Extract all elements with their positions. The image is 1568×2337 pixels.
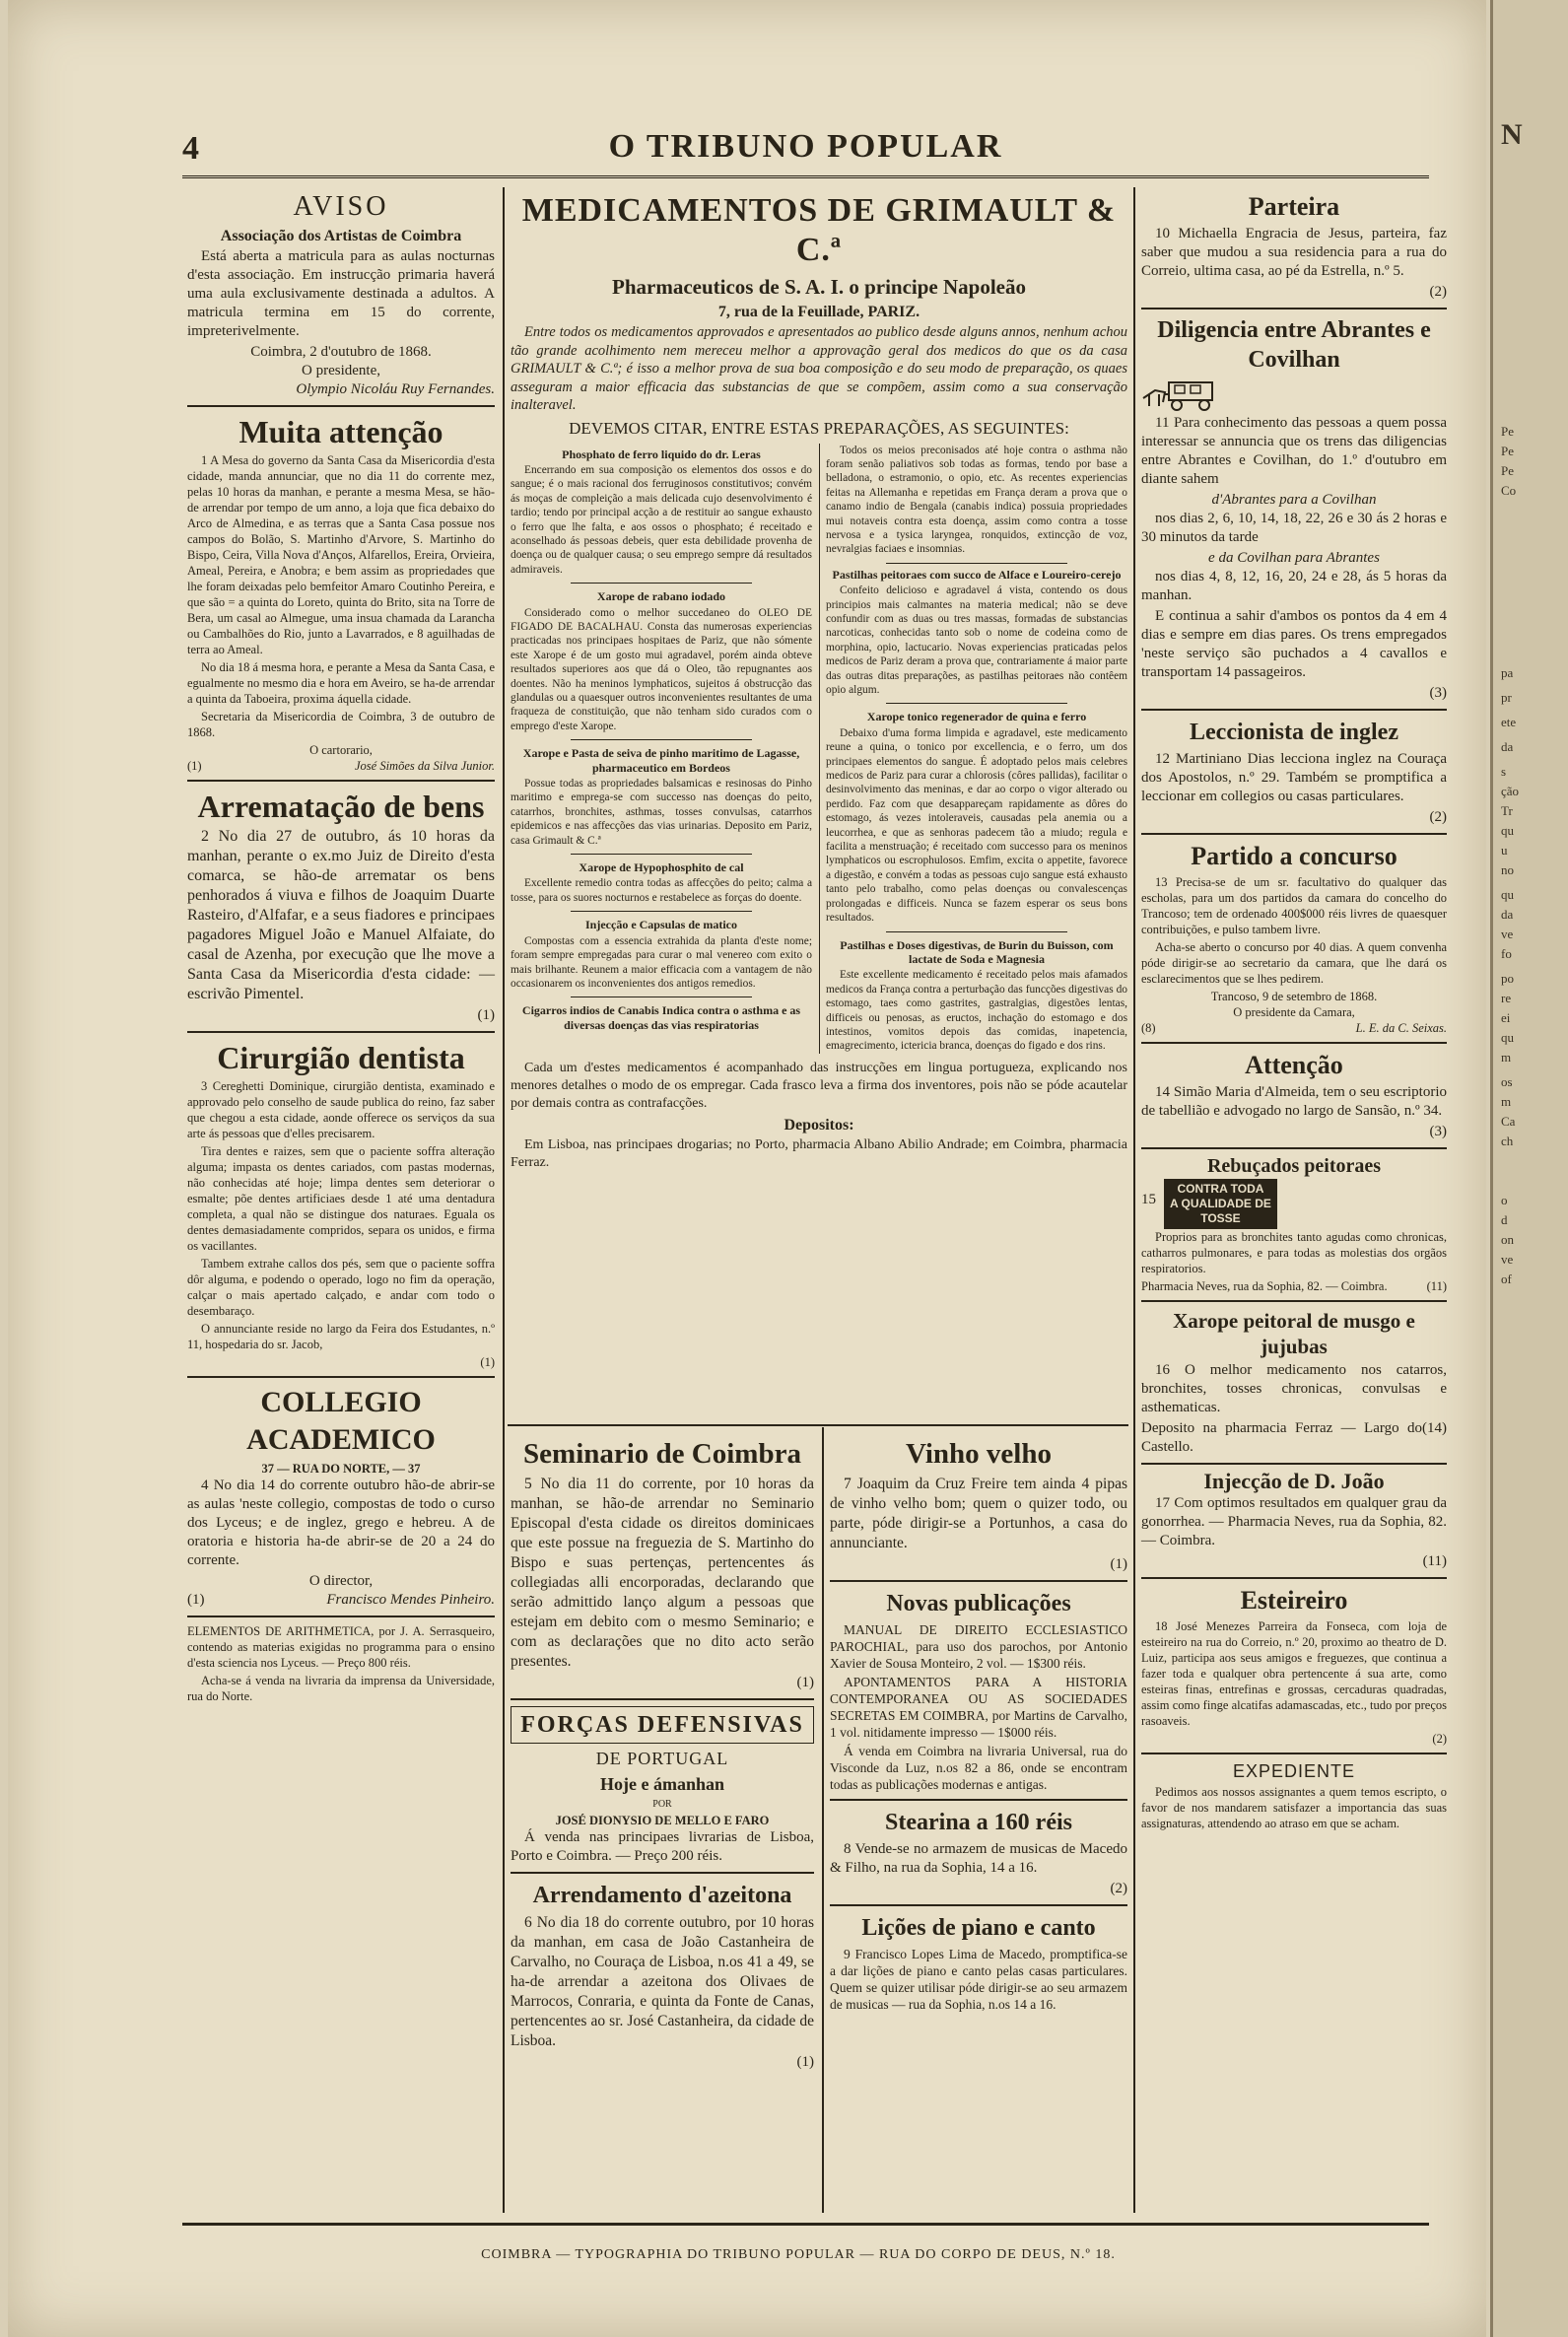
- next-page-fragment: d: [1501, 1212, 1508, 1227]
- collegio-body: 4 No dia 14 do corrente outubro hão-de abrir-se as aulas 'neste collegio, compostas de todo o curso dos Lyceus; e de inglez, grego e hebreu. A de oratoria e historia ha-de abrir-se de 20 a 24 do corrente.: [187, 1478, 495, 1568]
- next-page-fragment: ção: [1501, 784, 1520, 798]
- partido-title: Partido a concurso: [1191, 842, 1398, 870]
- divider: [830, 1799, 1127, 1801]
- next-page-fragment: Pe: [1501, 463, 1514, 478]
- column-rule: [503, 1819, 505, 2213]
- forcas-body: Á venda nas principaes livrarias de Lisboa, Porto e Coimbra. — Preço 200 réis.: [511, 1829, 814, 1864]
- partido-signer: L. E. da C. Seixas.: [1355, 1021, 1447, 1035]
- collegio-signature: [187, 1591, 495, 1610]
- next-page-fragment: da: [1501, 907, 1514, 922]
- next-page-fragment: qu: [1501, 887, 1514, 902]
- column-2b: [830, 1431, 1127, 2015]
- esteireiro-body: 18 José Menezes Parreira da Fonseca, com loja de esteireiro na rua do Correio, n.º 20, proximo ao theatro de D. Luiz, participa aos seus amigos e freguezes, que continua a fazer toda e qualquer obra pertencente á sua arte, como esteiras finas, entrefinas e grossas, cercaduras quadradas, assim como finge alcatifas adamascadas, etc., tudo por preços rasoaveis.: [1141, 1619, 1447, 1728]
- cirurgiao-p2: Tira dentes e raizes, sem que o paciente soffra alteração alguma; impasta os dentes cariados, com pastas modernas, não conhecidas até hoje; limpa dentes sem deteriorar o esmalte; põe dentes artificiaes desde 1 até uma dentadura completa, a qual não se distingue dos naturaes. Eguala os dentes demasiadamente compridos, separa os unidos, e firma os vacillantes.: [187, 1144, 495, 1253]
- stamp-line-3: TOSSE: [1200, 1211, 1241, 1225]
- cirurgiao-p4: O annunciante reside no largo da Feira dos Estudantes, n.º 11, hospedaria do sr. Jacob,: [187, 1322, 495, 1351]
- aviso-date: Coimbra, 2 d'outubro de 1868.: [250, 344, 432, 360]
- item-text: Compostas com a essencia extrahida da planta d'este nome; foram sempre empregadas para curar o mal venereo com exito o mais brilhante. Reunem a maior efficacia com a vantagem de não occasionarem os inconvenientes dos antigos remedios.: [511, 934, 812, 990]
- forcas-author: JOSÉ DIONYSIO DE MELLO E FARO: [555, 1814, 770, 1827]
- next-page-fragment: ei: [1501, 1010, 1511, 1025]
- muita-role: O cartorario,: [309, 743, 373, 757]
- next-page-fragment: s: [1501, 764, 1507, 779]
- divider: [1141, 1147, 1447, 1149]
- seminario-body: 5 No dia 11 do corrente, por 10 horas da manhan, se hão-de arrendar no Seminario Episcopal d'esta cidade os direitos dominicaes que este possue na freguezia de S. Martinho do Bispo e suas pertenças, pertencentes ás collegiadas alli encorporadas, declarando que serão admittido lanço algum a pessoas que estejam em debito com o mesmo Seminario; e com as declarações que no dito acto serão presentes.: [511, 1476, 814, 1670]
- divider: [1141, 1300, 1447, 1302]
- depositos-body: Em Lisboa, nas principaes drogarias; no Porto, pharmacia Albano Abilio Andrade; em Coimbra, pharmacia Ferraz.: [511, 1136, 1127, 1170]
- muita-p1: 1 A Mesa do governo da Santa Casa da Misericordia d'esta cidade, manda annunciar, que no dia 11 do corrente mez, pelas 10 horas da manhan, e perante a mesma Mesa, se hão-de arrendar por tempo de um anno, a loja que fica debaixo do Arco de Almedina, e as terras que a Santa Casa possue nos campos do Bolão, S. Martinho d'Arvore, S. Martinho do Bispo, Ceira, Villa Nova d'Anços, Alfarellos, Ereira, Orvieira, Ameal, Pereira, e Anobra; e bem assim as propriedades que lhe foram deixadas pelo bemfeitor Amaro Coutinho Pereira, e que são = a quinta do Loreto, quinta do Brito, sita na Torre de Bera, um casal ao Almegue, uma insua chamada da Larancha ou Cambalhões do Rio, junto a Lavarrados, e 8 aguilhadas de terra ao Ameal.: [187, 453, 495, 656]
- novas-p3: Á venda em Coimbra na livraria Universal, rua do Visconde da Luz, n.os 82 a 86, onde se encontram todas as publicações modernas e antigas.: [830, 1744, 1127, 1792]
- novas-p2: APONTAMENTOS PARA A HISTORIA CONTEMPORANEA OU AS SOCIEDADES SECRETAS EM COIMBRA, por Martins de Carvalho, 1 vol. nitidamente impresso — 1$000 réis.: [830, 1675, 1127, 1740]
- item-text: Todos os meios preconisados até hoje contra o asthma não foram senão paliativos sob todas as formas, tendo por base a belladona, o estramonio, o opio, etc. As recentes experiencias feitas na Allemanha e repetidas em França deram a prova que o canamo indio de Bengala (canabis indica) possuia propriedades mui notaveis contra esta doença, assim como contra a tosse nervosa e a tysica laryngea, ronquidos, extincção de voz, nevralgias faciaes e insomnias.: [826, 444, 1127, 556]
- muita-num: (1): [187, 759, 202, 773]
- seminario-num: (1): [796, 1675, 814, 1690]
- aviso-body: Está aberta a matricula para as aulas nocturnas d'esta associação. Em instrucção primaria haverá uma aula exclusivamente destinada a adultos. A matricula termina em 15 do corrente, impreterivelmente.: [187, 248, 495, 339]
- cirurgiao-p1: 3 Cereghetti Dominique, cirurgião dentista, examinado e approvado pelo conselho de saude publica do reino, faz saber que chegou a esta cidade, aonde offerece os serviços da sua arte ás pessoas que d'elles precisarem.: [187, 1079, 495, 1140]
- aviso-signer: Olympio Nicoláu Ruy Fernandes.: [296, 381, 495, 397]
- page-number: 4: [182, 130, 199, 167]
- item-title: Injecção e Capsulas de matico: [585, 918, 737, 932]
- cirurgiao-num: (1): [480, 1355, 495, 1369]
- vinho-title: Vinho velho: [906, 1438, 1052, 1470]
- injeccao-num: (11): [1422, 1553, 1447, 1569]
- collegio-num: (1): [187, 1592, 205, 1608]
- grimault-item: [511, 589, 812, 740]
- cirurgiao-p3: Tambem extrahe callos dos pés, sem que o paciente soffra dôr alguma, e podendo o operado, logo no fim da operação, calçar o mais apertado calçado, e andar com todo o desembaraço.: [187, 1257, 495, 1318]
- forcas-sub: Hoje e ámanhan: [600, 1774, 724, 1794]
- next-page-fragment: qu: [1501, 1030, 1514, 1045]
- grimault-heading: DEVEMOS CITAR, ENTRE ESTAS PREPARAÇÕES, AS SEGUINTES:: [569, 418, 1069, 438]
- next-page-fragment: re: [1501, 991, 1512, 1005]
- grimault-subtitle: Pharmaceuticos de S. A. I. o principe Napoleão: [612, 275, 1026, 299]
- divider: [1141, 833, 1447, 835]
- section-rule: [508, 1424, 1128, 1426]
- next-page-fragment: m: [1501, 1094, 1512, 1109]
- item-title: Xarope de Hypophosphito de cal: [579, 860, 744, 875]
- grimault-item: [826, 710, 1127, 931]
- divider: [1141, 1577, 1447, 1579]
- column-rule: [1133, 187, 1135, 2213]
- diligencia-body: 11 Para conhecimento das pessoas a quem possa interessar se annuncia que os trens das diligencias entre Abrantes e Covilhan, do 1.º d'outubro em diante sahem: [1141, 415, 1447, 487]
- diligencia-intro: [1141, 377, 1447, 412]
- divider: [187, 1376, 495, 1378]
- xarope-footer: [1141, 1419, 1447, 1457]
- diligencia-num: (3): [1429, 685, 1447, 701]
- arrematacao-title: Arrematação de bens: [197, 789, 485, 824]
- licoes-body: 9 Francisco Lopes Lima de Macedo, promptifica-se a dar lições de piano e canto pelas casas particulares. Quem se quizer utilisar póde dirigir-se ao seu armazem de musicas — rua da Sophia, n.os 14 a 16.: [830, 1947, 1127, 2012]
- divider: [187, 1615, 495, 1617]
- xarope-body: 16 O melhor medicamento nos catarros, bronchites, tosses chronicas, convulsas e asthematicas.: [1141, 1362, 1447, 1415]
- injeccao-body: 17 Com optimos resultados em qualquer grau da gonorrhea. — Pharmacia Neves, rua da Sophia, 82. — Coimbra.: [1141, 1495, 1447, 1548]
- grimault-item: [511, 447, 812, 584]
- collegio-title: COLLEGIO ACADEMICO: [246, 1386, 436, 1456]
- item-title: Xarope de rabano iodado: [596, 589, 726, 604]
- divider: [511, 1698, 814, 1700]
- newspaper-title: O TRIBUNO POPULAR: [608, 128, 1003, 165]
- item-title: Pastilhas peitoraes com succo de Alface e Loureiro-cerejo: [832, 567, 1122, 582]
- licoes-title: Lições de piano e canto: [861, 1915, 1096, 1941]
- next-page-fragment: u: [1501, 843, 1508, 858]
- attencao-num: (3): [1429, 1124, 1447, 1139]
- column-1: [187, 187, 495, 1706]
- next-page-fragment: pa: [1501, 665, 1514, 680]
- xarope-title: Xarope peitoral de musgo e jujubas: [1173, 1309, 1415, 1358]
- stamp-line-1: CONTRA TODA: [1177, 1182, 1264, 1196]
- diligencia-t1: nos dias 2, 6, 10, 14, 18, 22, 26 e 30 ás 2 horas e 30 minutos da tarde: [1141, 511, 1447, 545]
- next-page-fragment: on: [1501, 1232, 1514, 1247]
- novas-title: Novas publicações: [886, 1591, 1071, 1616]
- item-text: Possue todas as propriedades balsamicas e resinosas do Pinho maritimo e emprega-se com successo nas doenças do peito, catarrhos, bronchites, asthmas, tosses convulsas, catarrhos epidemicos e nas affecções das vias urinarias. Deposito em Pariz, casa Grimault & C.ª: [511, 778, 812, 847]
- grimault-item: [511, 746, 812, 855]
- forcas-title2: DE PORTUGAL: [595, 1749, 729, 1768]
- divider: [187, 405, 495, 407]
- next-page-fragment: po: [1501, 971, 1514, 986]
- diligencia-sub1: d'Abrantes para a Covilhan: [1211, 492, 1377, 508]
- xarope-body2: Deposito na pharmacia Ferraz — Largo do Castello.: [1141, 1420, 1422, 1455]
- partido-body2: Acha-se aberto o concurso por 40 dias. A quem convenha póde dirigir-se ao secretario da camara, que lhe dará os esclarecimentos que se lhes pedirem.: [1141, 940, 1447, 986]
- column-2a: [511, 1431, 814, 2072]
- parteira-title: Parteira: [1248, 192, 1340, 221]
- stearina-title: Stearina a 160 réis: [885, 1810, 1072, 1835]
- xarope-num: (14): [1422, 1420, 1447, 1436]
- item-title: Xarope tonico regenerador de quina e ferro: [866, 710, 1087, 724]
- divider: [1141, 1463, 1447, 1465]
- next-page-fragment: fo: [1501, 946, 1512, 961]
- item-text: Considerado como o melhor succedaneo do OLEO DE FIGADO DE BACALHAU. Consta das numerosas experiencias practicadas nos principaes hospitaes de Pariz, que não sómente este Xarope é de um gosto mui agradavel, porém ainda obteve resultados superiores aos que dá o Oleo, tão repugnantes aos doentes. Não ha meninos lymphaticos, sujeitos á obstrucção das glandulas ou a quaesquer outros inconvenientes resultantes de uma fraqueza de constituição, que não tenham sido curados com o emprego d'este Xarope.: [511, 606, 812, 732]
- divider: [886, 703, 1067, 704]
- rebucados-block: [1141, 1179, 1447, 1229]
- grimault-note: Cada um d'estes medicamentos é acompanhado das instrucções em lingua portugueza, explicando nos menores detalhes o modo de os empregar. Cada frasco leva a firma dos inventores, pois não se póde acautelar por demais contra as contrafacções.: [511, 1060, 1127, 1111]
- esteireiro-num: (2): [1432, 1732, 1447, 1746]
- collegio-role: O director,: [308, 1573, 374, 1589]
- vinho-body: 7 Joaquim da Cruz Freire tem ainda 4 pipas de vinho velho bom; quem o quizer todo, ou parte, póde dirigir-se a Portunhos, a casa do annunciante.: [830, 1476, 1127, 1551]
- aviso-role: O presidente,: [302, 363, 380, 378]
- divider: [571, 854, 752, 855]
- grimault-item: [826, 938, 1127, 1054]
- next-page-fragment: no: [1501, 862, 1514, 877]
- seminario-title: Seminario de Coimbra: [523, 1438, 801, 1470]
- muita-p3: Secretaria da Misericordia de Coimbra, 3 de outubro de 1868.: [187, 710, 495, 739]
- partido-num: (8): [1141, 1021, 1156, 1035]
- grimault-item: [826, 568, 1127, 705]
- column-rule: [503, 187, 505, 1819]
- diligencia-t3: E continua a sahir d'ambos os pontos da 4 em 4 dias e sempre em dias pares. Os trens empregados 'neste serviço são puchados a 4 cavallos e transportam 14 passageiros.: [1141, 608, 1447, 680]
- item-text: Excellente remedio contra todas as affecções do peito; calma a tosse, para os suores nocturnos e restabelece as forças do doente.: [511, 877, 812, 904]
- next-page-fragment: Ca: [1501, 1114, 1516, 1129]
- next-page-fragment: ve: [1501, 1252, 1514, 1267]
- stamp-line-2: A QUALIDADE DE: [1170, 1197, 1271, 1210]
- divider: [1141, 1042, 1447, 1044]
- divider: [1141, 709, 1447, 711]
- forcas-title: FORÇAS DEFENSIVAS: [511, 1706, 814, 1744]
- arith-body2: Acha-se á venda na livraria da imprensa da Universidade, rua do Norte.: [187, 1674, 495, 1703]
- cirurgiao-title: Cirurgião dentista: [217, 1040, 465, 1075]
- divider: [830, 1904, 1127, 1906]
- carriage-icon: [1141, 377, 1240, 412]
- next-page-fragment: os: [1501, 1074, 1513, 1089]
- next-page-fragment: qu: [1501, 823, 1514, 838]
- divider: [187, 1031, 495, 1033]
- item-text: Encerrando em sua composição os elementos dos ossos e do sangue; é o mais racional dos ferruginosos constitutivos; convém ás moças de compleição a mais delicada cujo desenvolvimento é tardio; tendo por principal acção a de restituir ao sangue exhausto o ferro que lhe falta, e aos ossos o phosphato; é receitado e aconselhado ás pessoas debeis, quer esta debilidade provenha de doença ou de qualquer causa; o seu emprego sempre dá resultados admiraveis.: [511, 463, 812, 576]
- expediente-title: EXPEDIENTE: [1232, 1761, 1356, 1781]
- partido-body: 13 Precisa-se de um sr. facultativo do qualquer das escholas, para um dos partidos da camara do concelho do Trancoso; tem de ordenado 400$000 réis livres de quaesquer contribuições, e pulso tambem livre.: [1141, 875, 1447, 936]
- divider: [830, 1580, 1127, 1582]
- leccionista-body: 12 Martiniano Dias lecciona inglez na Couraça dos Apostolos, n.º 29. Também se promptifica a leccionar em collegios ou casas particulares.: [1141, 751, 1447, 804]
- leccionista-num: (2): [1429, 809, 1447, 825]
- bottom-rule: [182, 2223, 1429, 2226]
- diligencia-title: Diligencia entre Abrantes e Covilhan: [1157, 317, 1431, 373]
- next-page-fragment: ch: [1501, 1134, 1514, 1148]
- aviso-subtitle: Associação dos Artistas de Coimbra: [220, 228, 462, 244]
- esteireiro-title: Esteireiro: [1240, 1586, 1348, 1615]
- parteira-body: 10 Michaella Engracia de Jesus, parteira, faz saber que mudou a sua residencia para a rua do Correio, ultima casa, ao pé da Estrella, n.º 5.: [1141, 226, 1447, 279]
- parteira-num: (2): [1429, 284, 1447, 300]
- divider: [886, 931, 1067, 932]
- forcas-por: POR: [652, 1799, 672, 1810]
- muita-p2: No dia 18 á mesma hora, e perante a Mesa da Santa Casa, e egualmente no mesmo dia e hora em Aveiro, se ha-de arrendar a quinta da Taboeira, proxima áquella cidade.: [187, 660, 495, 706]
- grimault-advert: [511, 187, 1127, 1174]
- next-page-fragment: Pe: [1501, 444, 1514, 458]
- next-page-fragment: pr: [1501, 690, 1512, 705]
- next-page-fragment: m: [1501, 1050, 1512, 1065]
- divider: [571, 911, 752, 912]
- rebucados-body: Proprios para as bronchites tanto agudas como chronicas, catharros pulmonares, e para todas as molestias dos orgãos respiratorios.: [1141, 1230, 1447, 1275]
- attencao-title: Attenção: [1245, 1051, 1343, 1079]
- diligencia-sub2: e da Covilhan para Abrantes: [1208, 550, 1380, 566]
- depositos-title: Depositos:: [784, 1116, 854, 1134]
- stearina-body: 8 Vende-se no armazem de musicas de Macedo & Filho, na rua da Sophia, 14 a 16.: [830, 1841, 1127, 1876]
- column-3: [1141, 187, 1447, 1833]
- leccionista-title: Leccionista de inglez: [1190, 720, 1398, 745]
- expediente-body: Pedimos aos nossos assignantes a quem temos escripto, o favor de nos mandarem satisfazer a importancia das suas assignaturas, attendendo ao atraso em que se acham.: [1141, 1785, 1447, 1830]
- arrendamento-num: (1): [796, 2054, 814, 2070]
- next-page-fragment: ete: [1501, 715, 1517, 729]
- divider: [571, 583, 752, 584]
- arrendamento-body: 6 No dia 18 do corrente outubro, por 10 horas da manhan, em casa de João Castanheira de Carvalho, no Couraça de Lisboa, n.os 41 a 49, se ha-de arrendar a azeitona dos Olivaes de Marrocos, Conraria, e quinta da Fonte de Canas, pertencentes ao sr. José Castanheira, da cidade de Lisboa.: [511, 1914, 814, 2049]
- arrendamento-title: Arrendamento d'azeitona: [532, 1883, 792, 1908]
- diligencia-t2: nos dias 4, 8, 12, 16, 20, 24 e 28, ás 5 horas da manhan.: [1141, 569, 1447, 603]
- grimault-items: [511, 444, 1127, 1054]
- item-title: Phosphato de ferro liquido do dr. Leras: [562, 447, 761, 461]
- imprint-footer: COIMBRA — TYPOGRAPHIA DO TRIBUNO POPULAR — RUA DO CORPO DE DEUS, N.º 18.: [481, 2247, 1116, 2262]
- arrematacao-num: (1): [477, 1007, 495, 1023]
- muita-title: Muita attenção: [239, 414, 443, 449]
- item-text: Debaixo d'uma forma limpida e agradavel, este medicamento reune a quina, o tonico por excellencia, e o ferro, um dos principaes elementos do sangue. É adoptado pelos mais celebres medicos de Pariz para curar a chlorosis (côres pallidas), facilitar o desinvolvimento das meninas, e dar ao corpo o vigor alterado ou perdido. Faz com que desappareçam rapidamente as dôres do estomago, ás vezes intoleraveis, causadas pela anemia ou a leucorrhea, e que as senhoras padecem tão a miudo; regula e facilita a menstruação; é receitado com successo para os meninos lymphaticos ou escrophulosos. Emfim, excita o appetite, favorece a digestão, e convém a todas as pessoas cujo sangue está exhausto tanto pelo trabalho, como pelas doenças ou convalescenças prolongadas e difficeis. Nunca se fazem esperar os seus bons resultados.: [826, 726, 1127, 925]
- partido-signature: [1141, 1020, 1447, 1036]
- grimault-address: 7, rua de la Feuillade, PARIZ.: [717, 304, 920, 320]
- divider: [571, 739, 752, 740]
- rebucados-num15: 15: [1141, 1192, 1156, 1207]
- next-page-fragment: da: [1501, 739, 1514, 754]
- grimault-title: MEDICAMENTOS DE GRIMAULT & C.ª: [521, 192, 1117, 268]
- rebucados-body2: Pharmacia Neves, rua da Sophia, 82. — Coimbra.: [1141, 1279, 1388, 1293]
- vinho-num: (1): [1110, 1556, 1127, 1572]
- item-title: Cigarros indios de Canabis Indica contra o asthma e as diversas doenças das vias respiratorias: [521, 1003, 801, 1032]
- item-text: Este excellente medicamento é receitado pelos mais afamados medicos da França contra a perturbação das funcções digestivas do estomago, taes como gastrites, gastralgias, digestões lentas, difficeis ou penosas, as eructos, inchação do estomago e dos intestinos, vomitos depois das comidas, inapetencia, emagrecimento, ictericia branca, doenças do figado e dos rins.: [826, 969, 1127, 1053]
- partido-date: Trancoso, 9 de setembro de 1868.: [1210, 990, 1378, 1003]
- masthead: [182, 124, 1429, 178]
- divider: [1141, 308, 1447, 309]
- grimault-item: [511, 918, 812, 997]
- divider: [886, 563, 1067, 564]
- rebucados-num: (11): [1426, 1279, 1447, 1293]
- novas-p1: MANUAL DE DIREITO ECCLESIASTICO PAROCHIAL, para uso dos parochos, por Antonio Xavier de Sousa Monteiro, 2 vol. — 1$300 réis.: [830, 1622, 1127, 1671]
- collegio-signer: Francisco Mendes Pinheiro.: [326, 1592, 495, 1608]
- aviso-title: AVISO: [293, 191, 389, 222]
- collegio-address: 37 — RUA DO NORTE, — 37: [261, 1462, 421, 1476]
- grimault-intro: Entre todos os medicamentos approvados e apresentados ao publico desde alguns annos, nenhum achou tão grande acolhimento nem mereceu melhor a approvação geral dos medicos do que os da casa GRIMAULT & C.ª; é isso a melhor prova de sua boa composição e do seu modo de preparação, os quaes asseguram a maior efficacia das substancias de que se compõem, assim como a sua conservação inalteravel.: [511, 324, 1127, 413]
- next-page-fragment: ve: [1501, 927, 1514, 941]
- item-title: Pastilhas e Doses digestivas, de Burin du Buisson, com lactate de Soda e Magnesia: [840, 937, 1114, 966]
- partido-role: O presidente da Camara,: [1233, 1005, 1355, 1019]
- stearina-num: (2): [1110, 1881, 1127, 1896]
- next-page-fragment: N: [1501, 118, 1523, 151]
- divider: [1141, 1753, 1447, 1754]
- item-text: Confeito delicioso e agradavel á vista, contendo os dous principios mais calmantes na materia medical; não se deve confundir com as duas ou tres massas, formadas de substancias narcoticas, conhecidas tanto sob o nome de codeina como de morphina, opio, lactucario. Novas experiencias praticadas pelos medicos de Pariz deram a prova que, contrariamente á maior parte das outras ditas preparações, as pastilhas peitoraes não contêem opio algum.: [826, 584, 1127, 696]
- next-page-fragment: Tr: [1501, 803, 1513, 818]
- arith-body: ELEMENTOS DE ARITHMETICA, por J. A. Serrasqueiro, contendo as materias exigidas no programma para o ensino d'esta sciencia nos Lyceus. — Preço 800 réis.: [187, 1624, 495, 1670]
- next-page-fragment: Pe: [1501, 424, 1514, 439]
- muita-signature: [187, 758, 495, 774]
- item-title: Xarope e Pasta de seiva de pinho maritimo de Lagasse, pharmaceutico em Bordeos: [522, 746, 800, 775]
- rebucados-footer: [1141, 1278, 1447, 1294]
- muita-signer: José Simões da Silva Junior.: [355, 759, 495, 773]
- next-page-fragment: o: [1501, 1193, 1508, 1207]
- divider: [511, 1872, 814, 1874]
- rebucados-title: Rebuçados peitoraes: [1206, 1155, 1382, 1177]
- divider: [187, 780, 495, 782]
- column-rule: [822, 1427, 824, 2213]
- next-page-edge: [1490, 0, 1568, 2337]
- grimault-item: [511, 860, 812, 912]
- attencao-body: 14 Simão Maria d'Almeida, tem o seu escriptorio de tabellião e advogado no largo de Sansão, n.º 34.: [1141, 1084, 1447, 1119]
- injeccao-title: Injecção de D. João: [1203, 1469, 1385, 1493]
- next-page-fragment: Co: [1501, 483, 1517, 498]
- next-page-fragment: of: [1501, 1272, 1512, 1286]
- arrematacao-body: 2 No dia 27 de outubro, ás 10 horas da manhan, perante o ex.mo Juiz de Direito d'esta comarca, se hão-de arrematar os bens penhorados á viuva e filhos de Joaquim Duarte Rasteiro, d'Alfafar, e a seus fiadores e principaes pagadores Miguel João e Manuel Alfaiate, do casal de Azenha, por execução que lhe move a Santa Casa da Misericordia d'esta cidade: — escrivão Pimentel.: [187, 828, 495, 1002]
- tosse-stamp: [1164, 1179, 1277, 1229]
